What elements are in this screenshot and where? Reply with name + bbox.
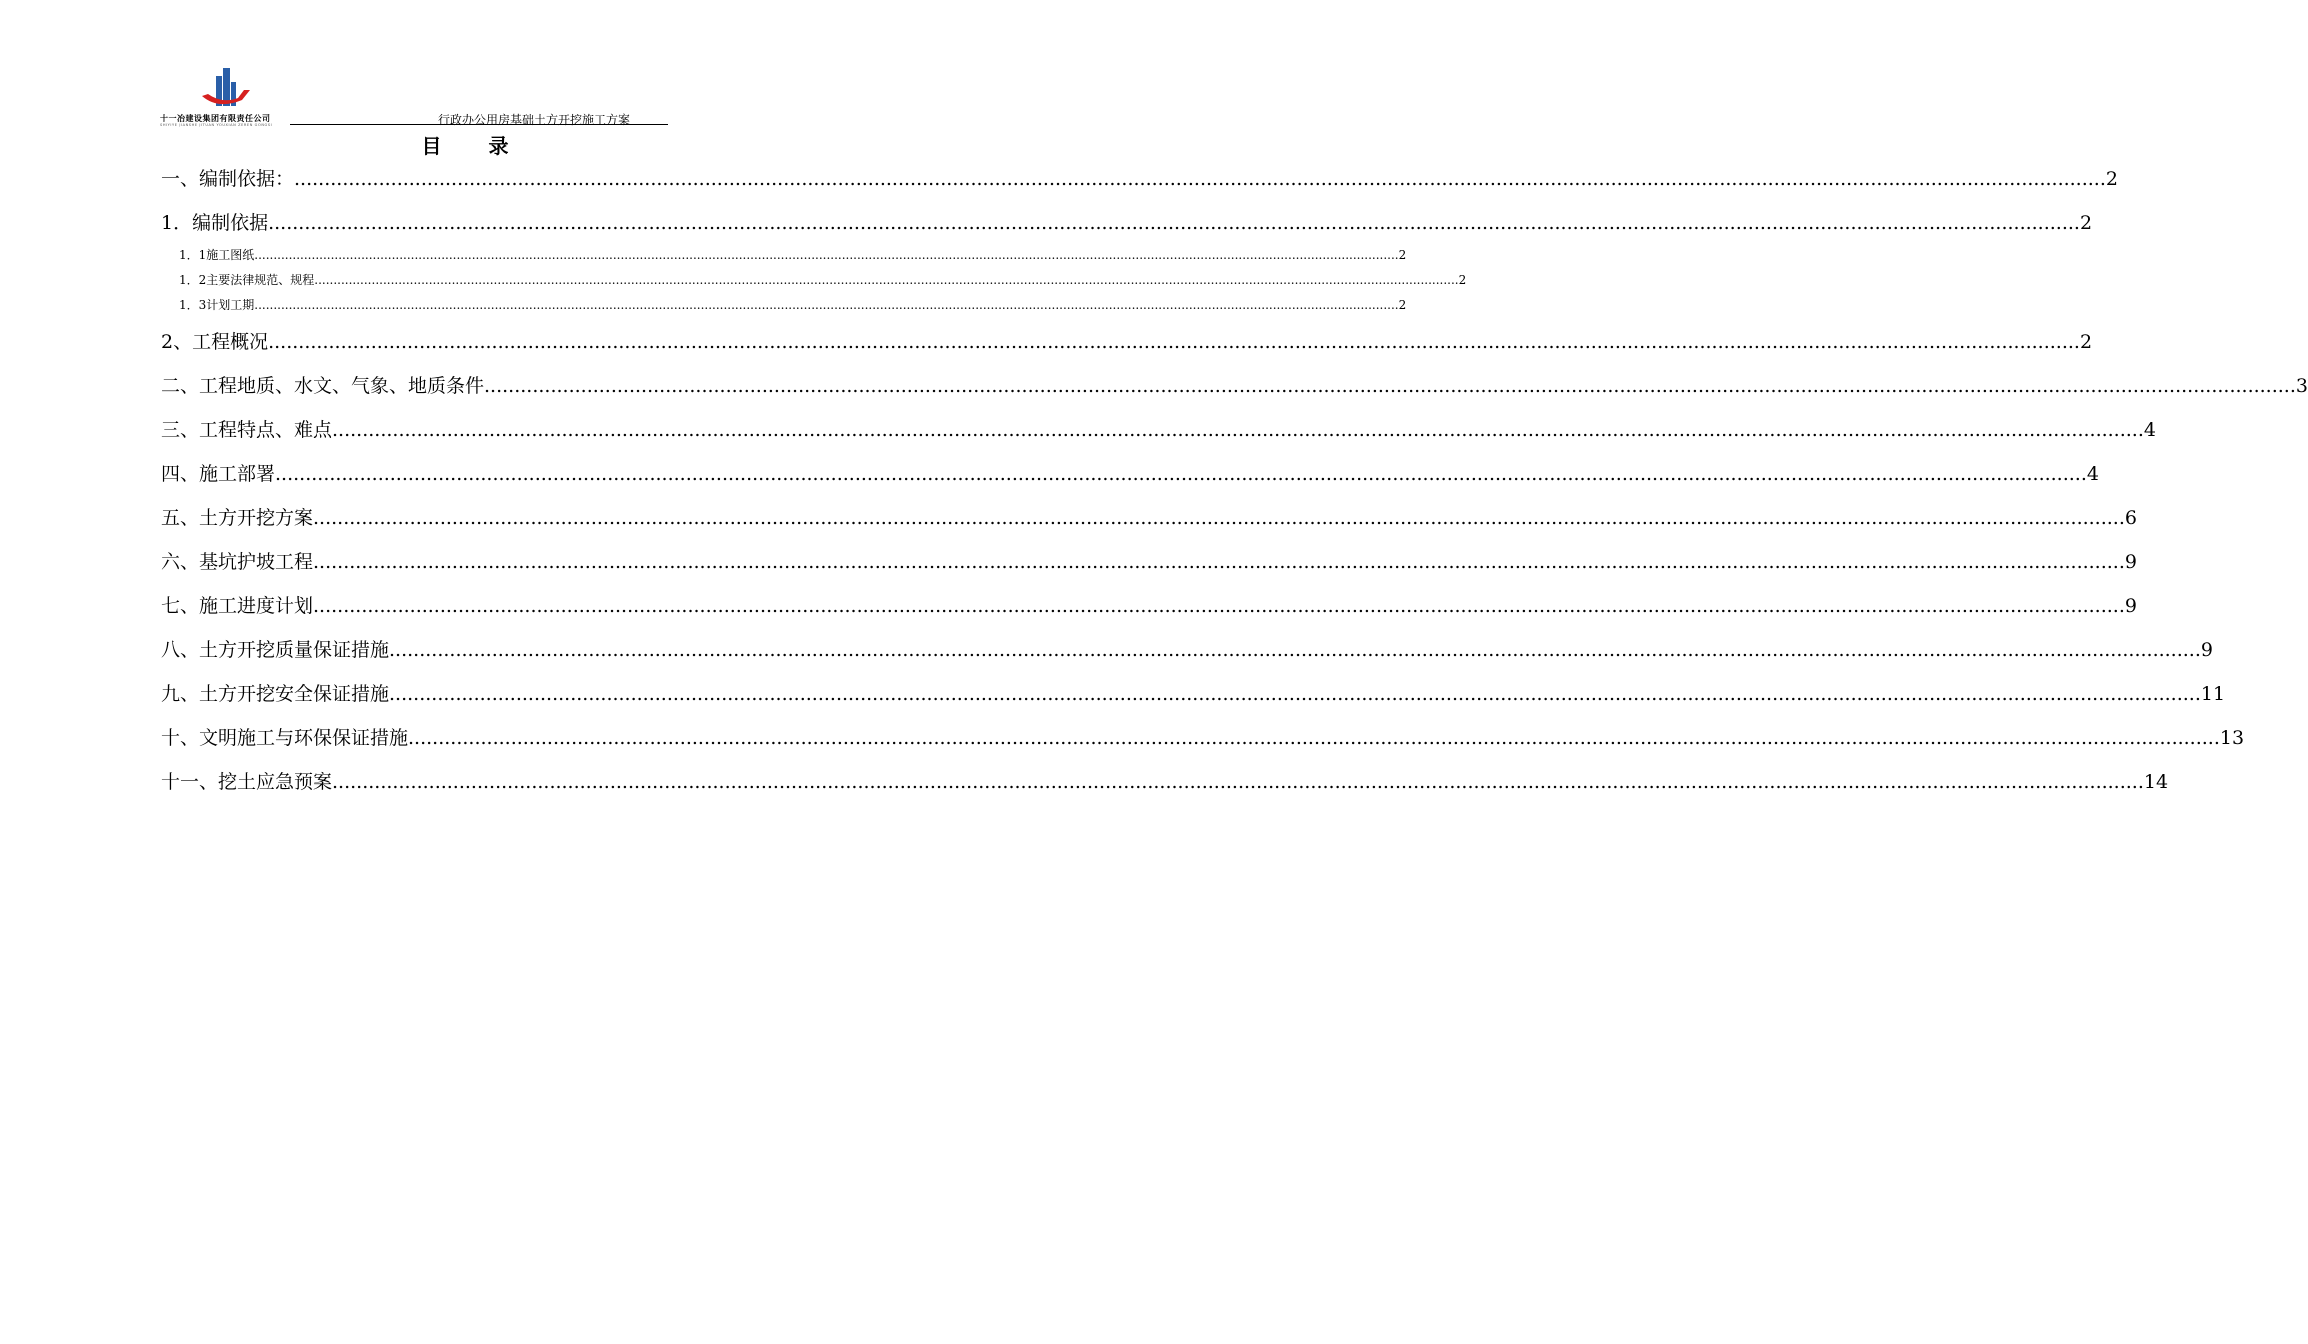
toc-entry-label: 2、工程概况 — [161, 331, 269, 353]
toc-entry-label: 八、土方开挖质量保证措施 — [161, 639, 390, 661]
toc-entry-page: 13 — [2219, 727, 2245, 749]
toc-entry-page: 9 — [2124, 595, 2137, 617]
toc-entry-label: 十、文明施工与环保保证措施 — [161, 727, 409, 749]
dot-leader: ............................................................................................................................................................................................................................................................................................................ — [313, 595, 2125, 617]
toc-entry-label: 一、编制依据： — [161, 168, 295, 190]
toc-entry-label: 1．3计划工期 — [179, 298, 255, 312]
toc-entry-page: 4 — [2086, 463, 2099, 485]
company-pinyin: SHIYIYE JIANSHE JITUAN YOUXIAN ZEREN GONGSI — [160, 123, 273, 127]
toc-entry-page: 3 — [2295, 375, 2308, 397]
building-logo-icon — [198, 66, 254, 112]
toc-entry[interactable] — [161, 547, 2137, 574]
toc-entry-label: 1．1施工图纸 — [179, 248, 255, 262]
dot-leader: ............................................................................................................................................................................................................................................................................................................ — [275, 463, 2087, 485]
toc-entry[interactable] — [161, 591, 2137, 618]
toc-entry[interactable] — [161, 723, 2245, 750]
toc-entry-page: 14 — [2143, 771, 2169, 793]
toc-entry-label: 三、工程特点、难点 — [161, 419, 333, 441]
dot-leader: ............................................................................................................................................................................................................................................................................................................ — [254, 298, 1399, 312]
toc-entry[interactable] — [161, 503, 2137, 530]
dot-leader: ............................................................................................................................................................................................................................................................................................................ — [332, 771, 2144, 793]
toc-entry-page: 11 — [2200, 683, 2226, 705]
toc-entry-page: 2 — [1398, 298, 1407, 312]
toc-entry[interactable] — [161, 635, 2213, 662]
toc-entry-page: 2 — [2079, 331, 2093, 353]
toc-entry[interactable] — [161, 679, 2226, 706]
toc-entry[interactable] — [161, 208, 2093, 235]
company-name: 十一冶建设集团有限责任公司 — [160, 114, 271, 123]
toc-entry-label: 五、土方开挖方案 — [161, 507, 314, 529]
toc-title: 目 录 — [421, 134, 529, 158]
company-logo — [160, 66, 292, 126]
toc-entry-page: 4 — [2143, 419, 2156, 441]
toc-entry[interactable] — [161, 767, 2169, 794]
toc-entry-label: 十一、挖土应急预案 — [161, 771, 333, 793]
dot-leader: ............................................................................................................................................................................................................................................................................................................ — [254, 248, 1399, 262]
dot-leader: ............................................................................................................................................................................................................................................................................................................ — [313, 551, 2125, 573]
toc-entry-label: 七、施工进度计划 — [161, 595, 314, 617]
toc-entry-page: 2 — [2079, 212, 2093, 234]
toc-entry[interactable] — [161, 271, 1467, 288]
document-title: 行政办公用房基础土方开挖施工方案 — [438, 113, 631, 127]
toc-entry-page: 9 — [2124, 551, 2137, 573]
dot-leader: ............................................................................................................................................................................................................................................................................................................ — [313, 507, 2125, 529]
toc-entry-label: 1．2主要法律规范、规程 — [179, 273, 315, 287]
toc-entry-page: 9 — [2200, 639, 2213, 661]
toc-entry[interactable] — [161, 371, 2308, 398]
toc-entry-page: 2 — [1458, 273, 1467, 287]
toc-entry-label: 六、基坑护坡工程 — [161, 551, 314, 573]
dot-leader: ............................................................................................................................................................................................................................................................................................................ — [314, 273, 1459, 287]
toc-entry-label: 1．编制依据 — [161, 212, 269, 234]
toc-entry[interactable] — [161, 164, 2118, 191]
toc-entry[interactable] — [161, 296, 1407, 313]
toc-entry-page: 2 — [1398, 248, 1407, 262]
dot-leader: ............................................................................................................................................................................................................................................................................................................ — [294, 168, 2106, 190]
dot-leader: ............................................................................................................................................................................................................................................................................................................ — [332, 419, 2144, 441]
toc-entry[interactable] — [161, 459, 2099, 486]
dot-leader: ............................................................................................................................................................................................................................................................................................................ — [408, 727, 2220, 749]
dot-leader: ............................................................................................................................................................................................................................................................................................................ — [268, 331, 2080, 353]
toc-entry[interactable] — [161, 415, 2156, 442]
dot-leader: ............................................................................................................................................................................................................................................................................................................ — [389, 639, 2201, 661]
toc-entry-label: 四、施工部署 — [161, 463, 276, 485]
toc-entry-page: 6 — [2124, 507, 2137, 529]
toc-entry[interactable] — [161, 246, 1407, 263]
dot-leader: ............................................................................................................................................................................................................................................................................................................ — [268, 212, 2080, 234]
toc-entry-label: 二、工程地质、水文、气象、地质条件 — [161, 375, 485, 397]
toc-entry[interactable] — [161, 327, 2093, 354]
dot-leader: ............................................................................................................................................................................................................................................................................................................ — [389, 683, 2201, 705]
toc-entry-label: 九、土方开挖安全保证措施 — [161, 683, 390, 705]
dot-leader: ............................................................................................................................................................................................................................................................................................................ — [484, 375, 2296, 397]
toc-entry-page: 2 — [2105, 168, 2118, 190]
